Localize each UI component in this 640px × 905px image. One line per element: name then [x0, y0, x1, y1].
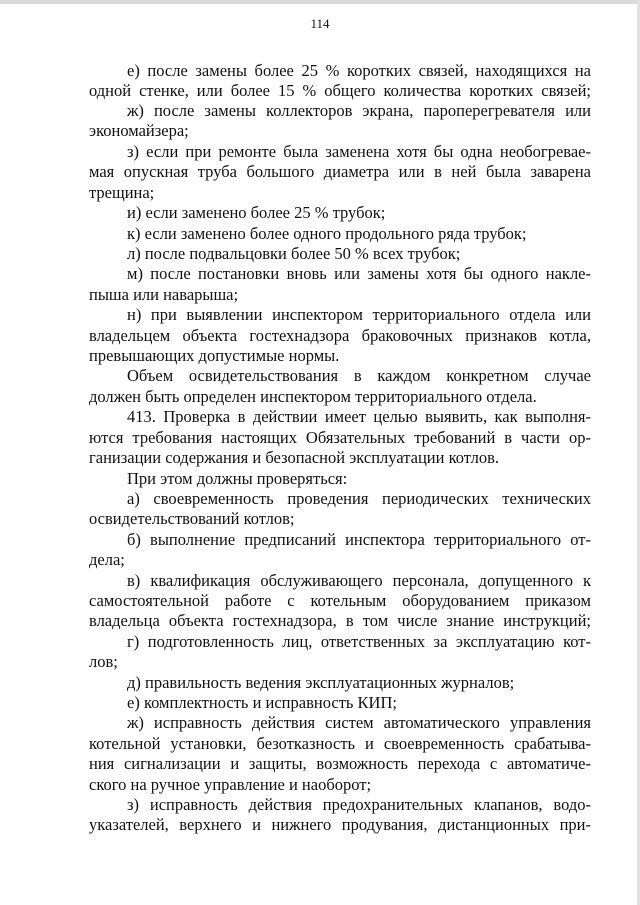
text-line: экономайзера; — [89, 121, 189, 140]
text-line: и) если заменено более 25 % трубок; — [127, 203, 386, 222]
text-line: ского на ручное управление и наоборот; — [89, 775, 372, 794]
text-line: е) комплектность и исправность КИП; — [127, 693, 397, 712]
text-line: должен быть определен инспектором территориального отдела. — [89, 387, 537, 406]
text-line: освидетельствований котлов; — [89, 509, 295, 528]
text-line: мая опускная труба большого диаметра или в ней была заварена — [89, 162, 591, 181]
text-line: самостоятельной работе с котельным оборудованием приказом — [89, 591, 591, 610]
text-line: лов; — [89, 652, 118, 671]
text-line: указателей, верхнего и нижнего продувания, дистанционных при- — [89, 815, 591, 834]
text-line: Объем освидетельствования в каждом конкретном случае — [127, 366, 591, 385]
text-line: одной стенке, или более 15 % общего количества коротких связей; — [89, 81, 591, 100]
text-line: ния сигнализации и защиты, возможность перехода с автоматиче- — [89, 754, 591, 773]
text-line: пыша или наварыша; — [89, 285, 239, 304]
text-line: г) подготовленность лиц, ответственных за эксплуатацию кот- — [127, 632, 591, 651]
scan-top-edge — [0, 0, 640, 4]
text-line: котельной установки, безотказность и своевременность срабатыва- — [89, 734, 591, 753]
text-line: ются требования настоящих Обязательных требований в части ор- — [89, 428, 591, 447]
text-line: владельцем объекта гостехнадзора браковочных признаков котла, — [89, 326, 591, 345]
text-line: ж) исправность действия систем автоматического управления — [127, 713, 591, 732]
text-line: д) правильность ведения эксплуатационных журналов; — [127, 673, 515, 692]
page-number: 114 — [310, 16, 330, 31]
text-line: н) при выявлении инспектором территориального отдела или — [127, 305, 591, 324]
text-line: ганизации содержания и безопасной эксплуатации котлов. — [89, 448, 499, 467]
text-line: дела; — [89, 550, 125, 569]
text-line: м) после постановки вновь или замены хотя бы одного накле- — [127, 264, 591, 283]
text-line: При этом должны проверяться: — [127, 469, 348, 488]
text-line: е) после замены более 25 % коротких связей, находящихся на — [127, 61, 591, 80]
text-line: а) своевременность проведения периодических технических — [127, 489, 591, 508]
text-line: превышающих допустимые нормы. — [89, 346, 340, 365]
text-line: л) после подвальцовки более 50 % всех трубок; — [127, 244, 461, 263]
text-line: к) если заменено более одного продольного ряда трубок; — [127, 224, 527, 243]
text-line: в) квалификация обслуживающего персонала, допущенного к — [127, 571, 591, 590]
text-line: з) если при ремонте была заменена хотя бы одна необогревае- — [127, 142, 591, 161]
text-line: б) выполнение предписаний инспектора территориального от- — [127, 530, 591, 549]
text-line: 413. Проверка в действии имеет целью выявить, как выполня- — [127, 407, 591, 426]
text-line: з) исправность действия предохранительных клапанов, водо- — [127, 795, 591, 814]
text-line: ж) после замены коллекторов экрана, пароперегревателя или — [127, 101, 591, 120]
text-line: владельца объекта гостехнадзора, в том числе знание инструкций; — [89, 611, 591, 630]
text-line: трещина; — [89, 183, 155, 202]
